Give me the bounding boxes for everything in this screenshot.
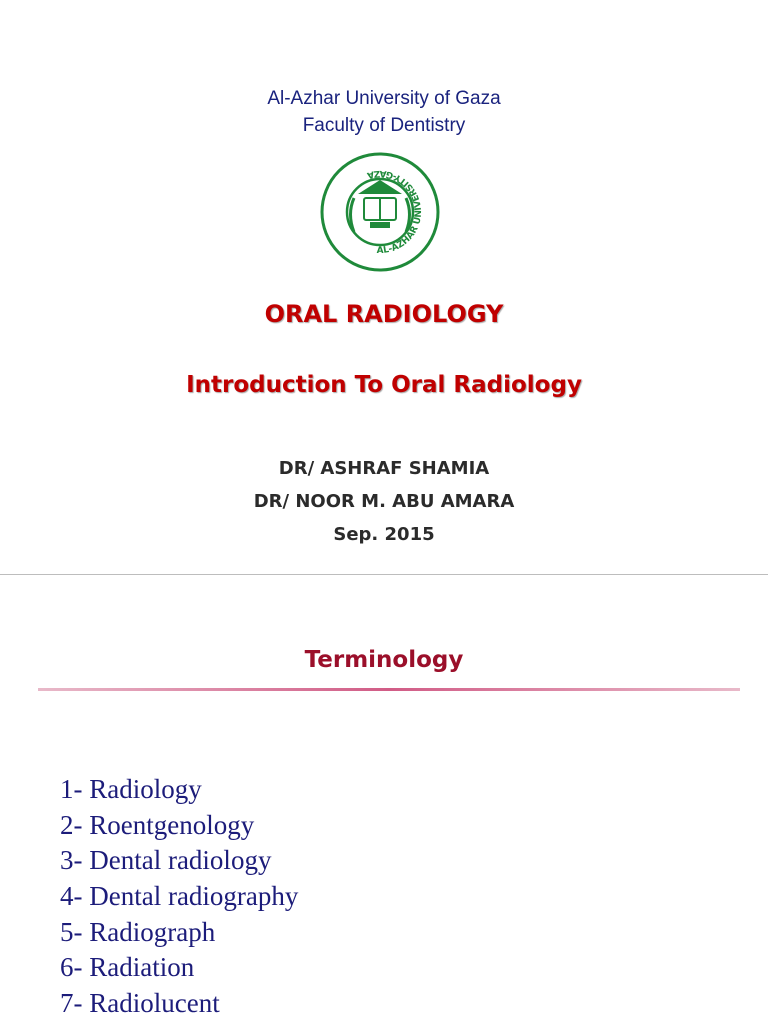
list-item: 7- Radiolucent (60, 988, 220, 1019)
list-item: 5- Radiograph (60, 916, 216, 947)
list-item: 6- Radiation (60, 952, 195, 983)
list-item: 2- Roentgenology (60, 809, 255, 840)
terminology-list (60, 772, 298, 1022)
list-item: 1- Radiology (60, 774, 202, 804)
faculty-name: Faculty of Dentistry (302, 115, 466, 136)
terminology-title: Terminology (304, 647, 464, 673)
course-title: ORAL RADIOLOGY (264, 300, 504, 328)
university-name: Al-Azhar University of Gaza (267, 88, 501, 109)
author-1: DR/ ASHRAF SHAMIA (278, 458, 490, 479)
date: Sep. 2015 (333, 524, 435, 545)
author-2: DR/ NOOR M. ABU AMARA (253, 491, 515, 512)
seal-ring-text: AL-AZHAR UNIVERSITY-GAZA (365, 167, 425, 257)
title-underline (38, 688, 740, 691)
university-seal-logo (314, 152, 446, 272)
list-item: 3- Dental radiology (60, 845, 272, 876)
lecture-subtitle: Introduction To Oral Radiology (186, 372, 582, 398)
list-item: 4- Dental radiography (60, 881, 299, 912)
